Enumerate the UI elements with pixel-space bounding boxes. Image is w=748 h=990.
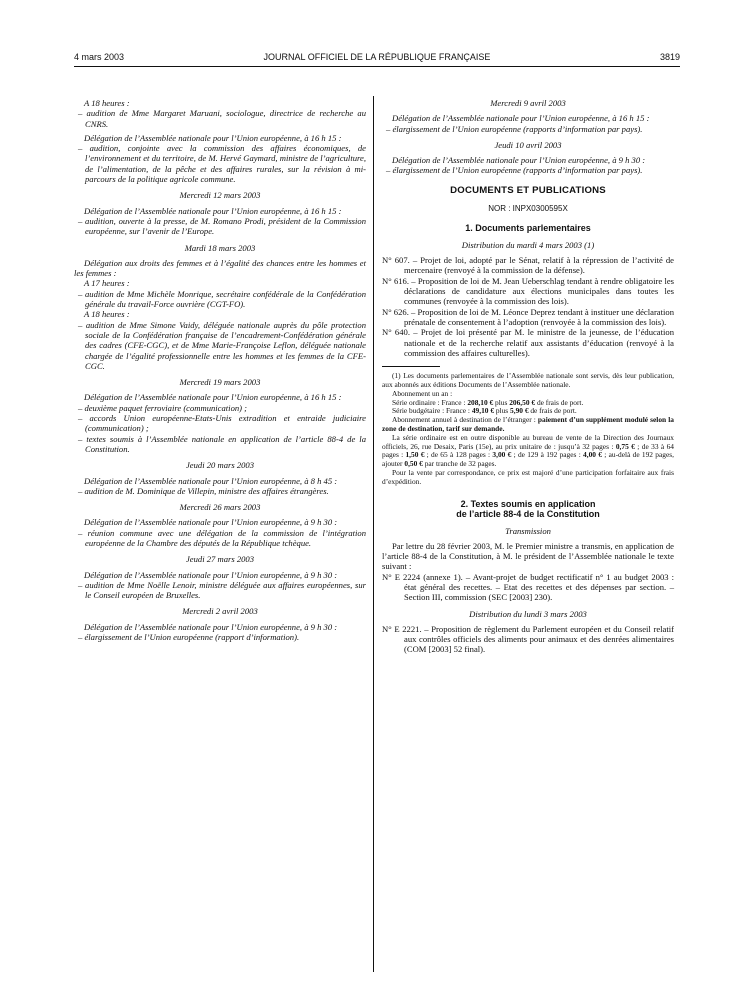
delegation-heading: Délégation de l’Assemblée nationale pour l’Union européenne, à 9 h 30 : <box>84 517 338 528</box>
meeting-date: Jeudi 27 mars 2003 <box>185 554 255 565</box>
meeting-date: Jeudi 20 mars 2003 <box>185 460 255 471</box>
delegation-heading: Délégation de l’Assemblée nationale pour l’Union européenne, à 9 h 30 : <box>392 155 646 166</box>
page-header <box>74 52 680 66</box>
meeting-date: Mercredi 12 mars 2003 <box>179 190 261 201</box>
agenda-item: – audition de Mme Margaret Maruani, sociologue, directrice de recherche au CNRS. <box>78 108 366 129</box>
delegation-heading: Délégation de l’Assemblée nationale pour l’Union européenne, à 9 h 30 : <box>84 569 338 580</box>
schedule-time: A 17 heures : <box>84 278 130 289</box>
left-column <box>74 98 366 642</box>
subsection-title: 1. Documents parlementaires <box>465 223 591 234</box>
agenda-item: – textes soumis à l’Assemblée nationale en application de l’article 88-4 de la Constitution. <box>78 433 366 454</box>
meeting-date: Mercredi 9 avril 2003 <box>490 98 566 108</box>
column-divider <box>373 96 374 972</box>
agenda-item: – audition de Mme Simone Vaidy, déléguée nationale auprès du pôle protection sociale de la Confédération française de l’encadrement-Confédération générale des cadres (CFE-CGC), et de Mme Marie-Françoise Leflon, déléguée nationale chargée de l’égalité professionnelle entre les hommes et les femmes de la CFE-CGC. <box>78 319 366 371</box>
footnote-text: Pour la vente par correspondance, ce prix est majoré d’une participation forfaitaire aux frais d’expédition. <box>382 467 674 486</box>
delegation-heading: Délégation de l’Assemblée nationale pour l’Union européenne, à 16 h 15 : <box>84 392 342 403</box>
agenda-item: – accords Union européenne-Etats-Unis extradition et entraide judiciaire (communication) ; <box>78 413 366 434</box>
document-entry: N° E 2224 (annexe 1). – Avant-projet de budget rectificatif n° 1 au budget 2003 : état général des recettes. – Etat des recettes et des dépenses par section. – Section III, commission (SEC [2003] 230). <box>382 571 674 603</box>
footnote-price-line: Série ordinaire : France : 208,10 € plus 206,50 € de frais de port. <box>392 397 584 407</box>
document-entry: N° 616. – Proposition de loi de M. Jean Ueberschlag tendant à rendre obligatoire les déclarations de candidature aux élections municipales dans toutes les communes (renvoyée à la commission des lois). <box>382 275 674 307</box>
agenda-item: – deuxième paquet ferroviaire (communication) ; <box>78 402 248 413</box>
agenda-item: – audition de M. Dominique de Villepin, ministre des affaires étrangères. <box>78 485 329 496</box>
footnote <box>382 372 674 486</box>
agenda-item: – audition de Mme Michèle Monrique, secrétaire confédérale de la Confédération générale du travail-Force ouvrière (CGT-FO). <box>78 288 366 310</box>
delegation-heading: Délégation de l’Assemblée nationale pour l’Union européenne, à 9 h 30 : <box>84 621 338 632</box>
meeting-date: Mardi 18 mars 2003 <box>184 242 256 253</box>
section-title: DOCUMENTS ET PUBLICATIONS <box>450 184 606 196</box>
document-entry: N° E 2221. – Proposition de règlement du Parlement européen et du Conseil relatif aux contrôles officiels des aliments pour animaux et des denrées alimentaires (COM [2003] 52 final). <box>382 623 674 655</box>
header-page-number: 3819 <box>659 52 680 62</box>
delegation-heading: Délégation aux droits des femmes et à l’égalité des chances entre les hommes et les femmes : <box>74 257 366 279</box>
delegation-heading: Délégation de l’Assemblée nationale pour l’Union européenne, à 8 h 45 : <box>84 475 338 486</box>
delegation-heading: Délégation de l’Assemblée nationale pour l’Union européenne, à 16 h 15 : <box>84 132 342 143</box>
header-title: JOURNAL OFFICIEL DE LA RÉPUBLIQUE FRANÇAISE <box>263 52 491 62</box>
agenda-item: – audition, ouverte à la presse, de M. Romano Prodi, président de la Commission européenne, sur l’avenir de l’Europe. <box>78 215 366 237</box>
footnote-text: La série ordinaire est en outre disponible au bureau de vente de la Direction des Journaux officiels, 26, rue Desaix, Paris (15e), au prix unitaire de : jusqu’à 32 pages : 0,75 € ; de 33 à 64 pages : 1,50 € ; de 65 à 128 pages : 3,00 € ; de 129 à 192 pages : 4,00 € ; au-delà de 192 pages, ajouter 0,50 € par tranche de 32 pages. <box>382 432 675 469</box>
schedule-time: A 18 heures : <box>84 98 130 108</box>
agenda-item: – élargissement de l’Union européenne (rapports d’information par pays). <box>386 123 643 134</box>
delegation-heading: Délégation de l’Assemblée nationale pour l’Union européenne, à 16 h 15 : <box>84 205 342 216</box>
agenda-item: – audition, conjointe avec la commission des affaires économiques, de l’environnement et du territoire, de M. Hervé Gaymard, ministre de l’agriculture, de l’alimentation, de la pêche et des affaires rurales, sur la révision à mi-parcours de la politique agricole commune. <box>78 143 366 185</box>
distribution-date: Distribution du lundi 3 mars 2003 <box>469 608 587 619</box>
footnote-text: Abonnement un an : <box>392 388 453 398</box>
right-column <box>382 98 674 655</box>
meeting-date: Mercredi 26 mars 2003 <box>179 502 261 513</box>
meeting-date: Mercredi 2 avril 2003 <box>182 606 258 617</box>
header-rule <box>74 66 680 67</box>
agenda-item: – audition de Mme Noëlle Lenoir, ministre déléguée aux affaires européennes, sur le Conseil européen de Bruxelles. <box>78 579 366 601</box>
subsection-title: 2. Textes soumis en application de l’article 88-4 de la Constitution <box>456 498 600 519</box>
meeting-date: Mercredi 19 mars 2003 <box>179 377 261 388</box>
agenda-item: – élargissement de l’Union européenne (rapports d’information par pays). <box>386 165 643 176</box>
distribution-date: Distribution du mardi 4 mars 2003 (1) <box>461 239 595 250</box>
nor-reference: NOR : INPX0300595X <box>488 204 568 214</box>
header-date: 4 mars 2003 <box>74 52 125 62</box>
transmission-text: Par lettre du 28 février 2003, M. le Premier ministre a transmis, en application de l’article 88-4 de la Constitution, à M. le président de l’Assemblée nationale le texte suivant : <box>382 540 674 572</box>
transmission-label: Transmission <box>505 525 551 536</box>
meeting-date: Jeudi 10 avril 2003 <box>494 139 562 150</box>
document-entry: N° 640. – Projet de loi présenté par M. le ministre de la jeunesse, de l’éducation nationale et de la recherche relatif aux assistants d’éducation (renvoyé à la commission des affaires culturelles). <box>382 327 674 358</box>
agenda-item: – élargissement de l’Union européenne (rapport d’information). <box>78 632 300 643</box>
document-entry: N° 607. – Projet de loi, adopté par le Sénat, relatif à la répression de l’activité de mercenaire (renvoyé à la commission de la défense). <box>382 255 674 276</box>
agenda-item: – réunion commune avec une délégation de la commission de l’intégration européenne de la Chambre des députés de la République tchèque. <box>78 527 366 548</box>
document-entry: N° 626. – Proposition de loi de M. Léonce Deprez tendant à instituer une déclaration prénatale de consentement à l’adoption (renvoyée à la commission des lois). <box>382 306 674 327</box>
footnote-text: Abonnement annuel à destination de l’étranger : paiement d’un supplément modulé selon la zone de destination, tarif sur demande. <box>382 415 674 433</box>
footnote-text: (1) Les documents parlementaires de l’Assemblée nationale sont servis, dès leur publication, aux abonnés aux éditions Documents de l’Assemblée nationale. <box>382 371 674 389</box>
schedule-time: A 18 heures : <box>84 309 130 320</box>
delegation-heading: Délégation de l’Assemblée nationale pour l’Union européenne, à 16 h 15 : <box>392 113 650 124</box>
footnote-price-line: Série budgétaire : France : 49,10 € plus 5,90 € de frais de port. <box>392 406 577 416</box>
footnote-rule <box>382 366 440 367</box>
